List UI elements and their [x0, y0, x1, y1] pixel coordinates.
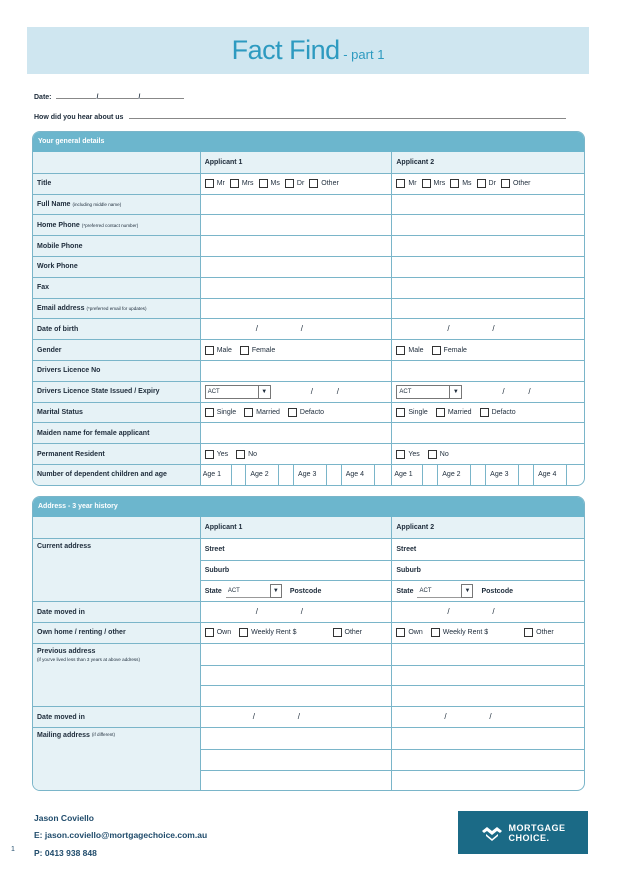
- applicant1-dob-field[interactable]: / /: [201, 319, 393, 339]
- date-moved-in-field[interactable]: / /: [201, 707, 393, 727]
- applicant2-email-field[interactable]: [392, 299, 584, 319]
- maiden-name-label: Maiden name for female applicant: [33, 423, 201, 443]
- applicant1-fax-field[interactable]: [201, 278, 393, 298]
- email-label: Email address: [37, 304, 85, 312]
- general-details-panel: Your general details Applicant 1 Applicant 2 Title Mr Mrs Ms Dr Other Mr Mrs Ms Dr Other Full Name (including middle name) Home Phone (*preferred contact number) Mobile Phone Work Phone Fax Email address (*preferred email for updates) Date of birth / / / / Gender Male Female Male Female Drivers Licence No Drivers Licence State Issued / Expiry ACT ▼ / / ACT ▼ / / Marital Status Single Married Defacto Single Married Defacto Maiden name for female applicant Permanent Resident Yes No Yes No Number of dependent children and age Age 1 Age 2 Age 3 Age 4 Age 1 Age 2 Age 3 Age 4: [32, 131, 585, 486]
- state-label: State: [204, 587, 222, 595]
- title-mrs-checkbox[interactable]: Mrs: [422, 179, 446, 188]
- applicant2-licence-field[interactable]: [392, 361, 584, 381]
- date-moved-in-field[interactable]: / /: [444, 712, 492, 722]
- previous-address-line[interactable]: [201, 685, 392, 706]
- date-label: Date:: [34, 94, 52, 101]
- gender-male-checkbox[interactable]: Male: [396, 346, 423, 355]
- mobile-phone-label: Mobile Phone: [33, 236, 201, 256]
- state-select[interactable]: ACT ▼: [226, 584, 282, 598]
- title-mr-checkbox[interactable]: Mr: [396, 179, 416, 188]
- age3-field[interactable]: [326, 465, 342, 485]
- weekly-rent-checkbox[interactable]: Weekly Rent $: [431, 628, 488, 637]
- title-mrs-checkbox[interactable]: Mrs: [230, 179, 254, 188]
- previous-address-line[interactable]: [201, 665, 392, 686]
- section-title: Address - 3 year history: [33, 497, 584, 517]
- other-checkbox[interactable]: Other: [524, 628, 554, 637]
- broker-name: Jason Coviello: [34, 813, 94, 823]
- gender-label: Gender: [33, 340, 201, 360]
- applicant1-header: Applicant 1: [201, 152, 393, 173]
- previous-address-label: Previous address: [37, 647, 96, 655]
- resident-no-checkbox[interactable]: No: [236, 450, 257, 459]
- licence-state-label: Drivers Licence State Issued / Expiry: [33, 382, 201, 402]
- date-moved-in-field[interactable]: / /: [447, 607, 495, 617]
- postcode-label: Postcode: [289, 587, 322, 595]
- state-select[interactable]: ACT ▼: [417, 584, 473, 598]
- resident-no-checkbox[interactable]: No: [428, 450, 449, 459]
- full-name-note: (including middle name): [72, 201, 122, 207]
- suburb-field[interactable]: Suburb: [392, 560, 584, 581]
- applicant2-mobile-field[interactable]: [392, 236, 584, 256]
- dependents-label: Number of dependent children and age: [33, 465, 201, 485]
- age4-label: Age 4: [345, 471, 365, 479]
- mortgage-choice-logo: [458, 811, 588, 854]
- mailing-address-line[interactable]: [201, 770, 392, 791]
- marital-defacto-checkbox[interactable]: Defacto: [480, 408, 516, 417]
- previous-address-line[interactable]: [392, 644, 584, 665]
- age4-field[interactable]: [566, 465, 584, 485]
- age1-field[interactable]: [231, 465, 247, 485]
- previous-address-line[interactable]: [392, 685, 584, 706]
- applicant1-header: Applicant 1: [201, 517, 393, 538]
- logo-line2: CHOICE.: [508, 832, 550, 843]
- section-title: Your general details: [33, 132, 584, 152]
- logo-mark-icon: [481, 825, 503, 841]
- marital-single-checkbox[interactable]: Single: [205, 408, 236, 417]
- weekly-rent-checkbox[interactable]: Weekly Rent $: [239, 628, 296, 637]
- work-phone-label: Work Phone: [33, 257, 201, 277]
- resident-label: Permanent Resident: [33, 444, 201, 464]
- mailing-address-note: (if different): [91, 731, 116, 737]
- age4-label: Age 4: [538, 471, 557, 479]
- broker-phone[interactable]: P: 0413 938 848: [34, 848, 97, 858]
- applicant2-home-phone-field[interactable]: [392, 215, 584, 235]
- applicant1-mobile-field[interactable]: [201, 236, 393, 256]
- applicant2-maiden-field[interactable]: [392, 423, 584, 443]
- date-moved-in-label: Date moved in: [33, 602, 201, 622]
- gender-female-checkbox[interactable]: Female: [240, 346, 275, 355]
- applicant1-work-phone-field[interactable]: [201, 257, 393, 277]
- age3-label: Age 3: [490, 471, 509, 479]
- applicant2-work-phone-field[interactable]: [392, 257, 584, 277]
- page-number: 1: [11, 846, 15, 853]
- chevron-down-icon: ▼: [258, 385, 270, 399]
- marital-married-checkbox[interactable]: Married: [244, 408, 280, 417]
- other-checkbox[interactable]: Other: [333, 628, 363, 637]
- age1-field[interactable]: [422, 465, 438, 485]
- mailing-address-line[interactable]: [201, 728, 392, 749]
- home-phone-label: Home Phone: [37, 221, 80, 229]
- marital-label: Marital Status: [33, 403, 201, 423]
- page-subtitle: - part 1: [339, 47, 385, 62]
- title-other-checkbox[interactable]: Other: [309, 179, 339, 188]
- age3-field[interactable]: [518, 465, 534, 485]
- resident-yes-checkbox[interactable]: Yes: [205, 450, 228, 459]
- marital-defacto-checkbox[interactable]: Defacto: [288, 408, 324, 417]
- mailing-address-line[interactable]: [392, 770, 584, 791]
- title-mr-checkbox[interactable]: Mr: [205, 179, 225, 188]
- licence-state-select[interactable]: ACT ▼: [396, 385, 462, 399]
- mailing-address-line[interactable]: [201, 749, 392, 770]
- title-dr-checkbox[interactable]: Dr: [285, 179, 304, 188]
- applicant1-home-phone-field[interactable]: [201, 215, 393, 235]
- own-home-label: Own home / renting / other: [33, 623, 201, 643]
- resident-yes-checkbox[interactable]: Yes: [396, 450, 419, 459]
- gender-male-checkbox[interactable]: Male: [205, 346, 232, 355]
- applicant2-full-name-field[interactable]: [392, 195, 584, 215]
- mailing-address-label: Mailing address: [37, 731, 90, 739]
- fax-label: Fax: [33, 278, 201, 298]
- age2-field[interactable]: [278, 465, 294, 485]
- street-field[interactable]: Street: [396, 545, 417, 553]
- street-field[interactable]: Street: [204, 545, 225, 553]
- marital-single-checkbox[interactable]: Single: [396, 408, 427, 417]
- applicant1-full-name-field[interactable]: [201, 195, 393, 215]
- full-name-label: Full Name: [37, 200, 71, 208]
- applicant2-dob-field[interactable]: / /: [447, 324, 495, 334]
- email-note: (*preferred email for updates): [86, 305, 147, 311]
- dob-label: Date of birth: [33, 319, 201, 339]
- age2-label: Age 2: [442, 471, 461, 479]
- date-moved-in-label: Date moved in: [33, 707, 201, 727]
- age2-field[interactable]: [470, 465, 486, 485]
- marital-married-checkbox[interactable]: Married: [436, 408, 472, 417]
- previous-address-line[interactable]: [392, 665, 584, 686]
- applicant2-header: Applicant 2: [392, 517, 584, 538]
- home-phone-note: (*preferred contact number): [81, 222, 139, 228]
- date-moved-in-field[interactable]: / /: [201, 602, 393, 622]
- state-label: State: [396, 587, 414, 595]
- own-checkbox[interactable]: Own: [396, 628, 422, 637]
- applicant1-maiden-field[interactable]: [201, 423, 393, 443]
- title-ms-checkbox[interactable]: Ms: [259, 179, 280, 188]
- page-header: [27, 27, 589, 74]
- applicant2-fax-field[interactable]: [392, 278, 584, 298]
- title-label: Title: [33, 174, 201, 194]
- chevron-down-icon: ▼: [449, 385, 461, 399]
- applicant2-header: Applicant 2: [392, 152, 584, 173]
- title-other-checkbox[interactable]: Other: [501, 179, 531, 188]
- age2-label: Age 2: [250, 471, 269, 479]
- postcode-label: Postcode: [481, 587, 513, 595]
- applicant1-email-field[interactable]: [201, 299, 393, 319]
- applicant1-title-options: [201, 174, 393, 194]
- logo-line1: MORTGAGE: [508, 822, 566, 833]
- page-title: Fact Find: [231, 35, 340, 65]
- suburb-field[interactable]: Suburb: [201, 560, 392, 581]
- previous-address-line[interactable]: [201, 644, 392, 665]
- mailing-address-line[interactable]: [392, 728, 584, 749]
- licence-no-label: Drivers Licence No: [33, 361, 201, 381]
- own-checkbox[interactable]: Own: [205, 628, 231, 637]
- previous-address-note: (if you've lived less than 3 years at above address): [37, 656, 141, 662]
- mailing-address-line[interactable]: [392, 749, 584, 770]
- chevron-down-icon: ▼: [270, 584, 282, 598]
- gender-female-checkbox[interactable]: Female: [432, 346, 467, 355]
- age4-field[interactable]: [374, 465, 392, 485]
- broker-email[interactable]: E: jason.coviello@mortgagechoice.com.au: [34, 830, 208, 840]
- address-history-panel: [32, 496, 585, 791]
- applicant1-licence-field[interactable]: [201, 361, 393, 381]
- date-line[interactable]: Date: / /: [34, 92, 184, 101]
- current-address-label: Current address: [37, 542, 92, 550]
- age1-label: Age 1: [394, 471, 413, 479]
- age1-label: Age 1: [202, 471, 221, 479]
- title-ms-checkbox[interactable]: Ms: [450, 179, 471, 188]
- chevron-down-icon: ▼: [461, 584, 473, 598]
- licence-state-select[interactable]: ACT ▼: [205, 385, 271, 399]
- hear-about-label: How did you hear about us: [34, 114, 124, 121]
- age3-label: Age 3: [298, 471, 317, 479]
- applicant2-title-options: [392, 174, 584, 194]
- hear-about-line[interactable]: [34, 112, 566, 121]
- title-dr-checkbox[interactable]: Dr: [477, 179, 496, 188]
